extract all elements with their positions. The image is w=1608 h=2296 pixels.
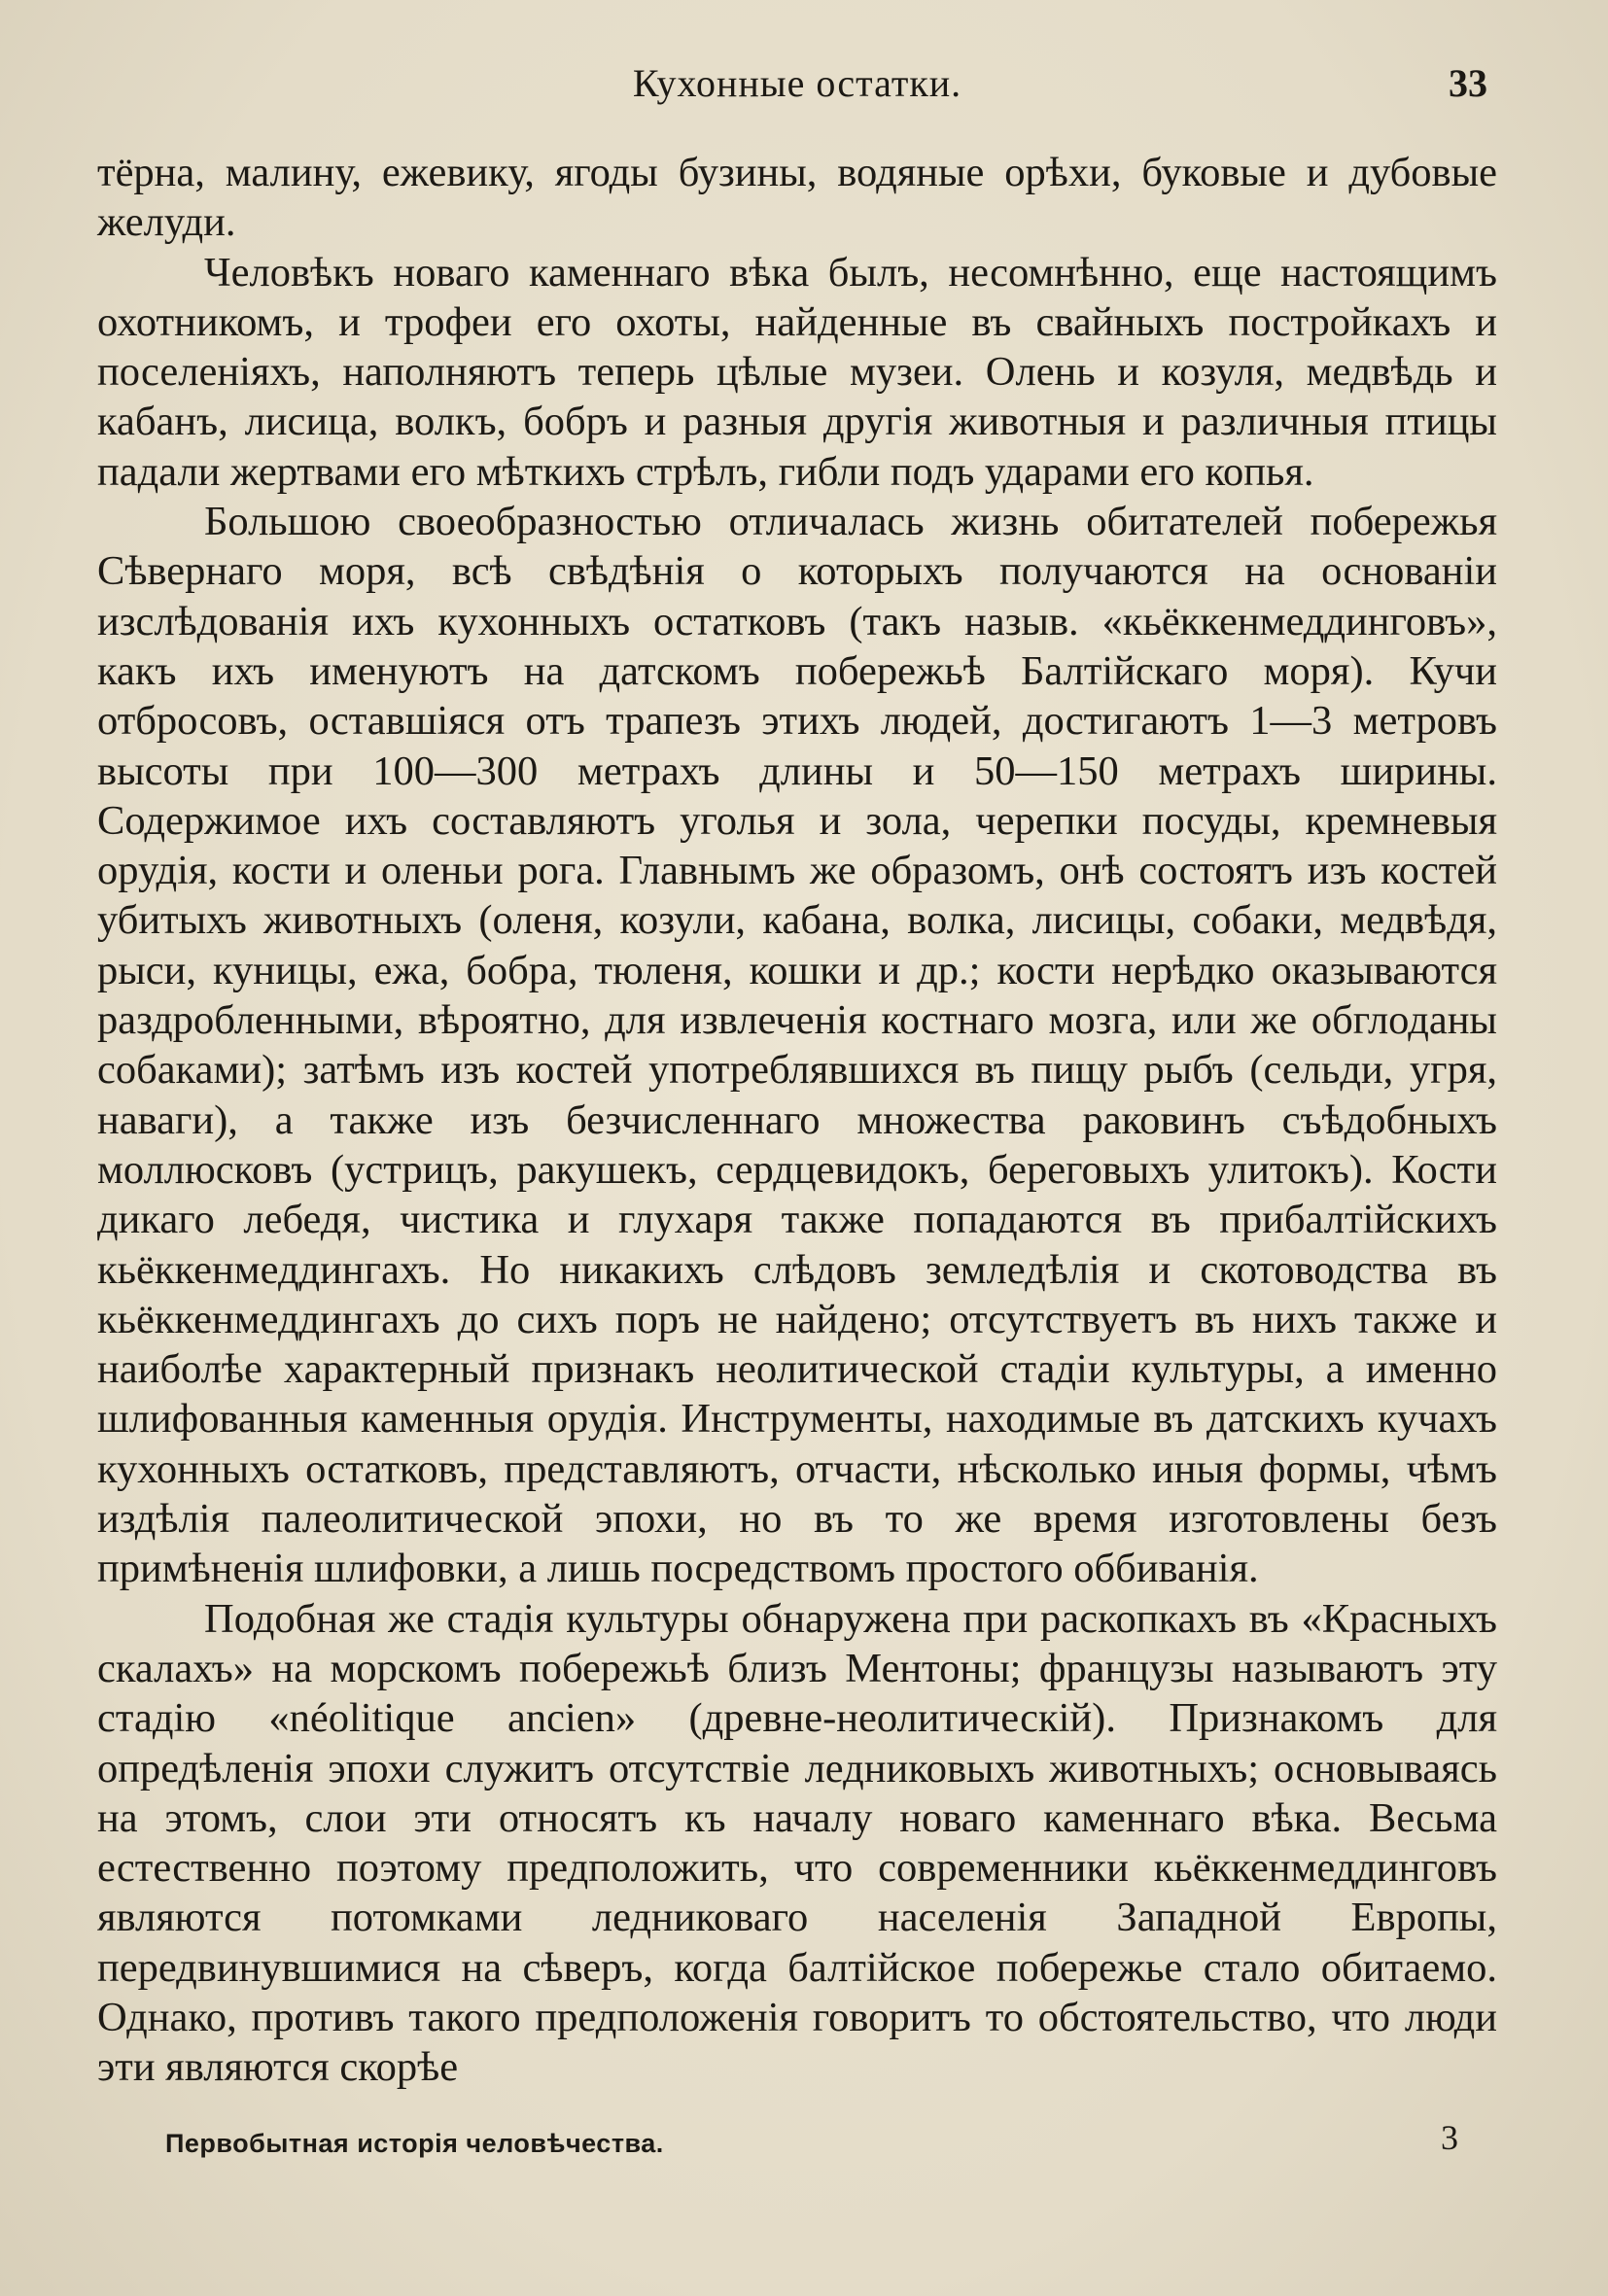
paragraph-continuation: тёрна, малину, ежевику, ягоды бузины, водяные орѣхи, буковые и дубовые желуди. xyxy=(97,150,1497,246)
paragraph-red-rocks: Подобная же стадія культуры обнаружена при раскопкахъ въ «Красныхъ скалахъ» на морскомъ побережьѣ близъ Ментоны; французы называютъ эту стадію «néolitique ancien» (древне-неолитическій). Признакомъ для опредѣленія эпохи служитъ отсутствіе ледниковыхъ животныхъ; основываясь на этомъ, слои эти относятъ къ началу новаго каменнаго вѣка. Весьма естественно поэтому предположить, что современники кьёккенмеддинговъ являются потомками ледниковаго населенія Западной Европы, передвинувшимися на сѣверъ, когда балтійское побережье стало обитаемо. Однако, противъ такого предположенія говоритъ то обстоятельство, что люди эти являются скорѣе xyxy=(97,1595,1497,2091)
footer-book-title: Первобытная исторія человѣчества. xyxy=(165,2129,664,2158)
paragraph-hunting: Человѣкъ новаго каменнаго вѣка былъ, несомнѣнно, еще настоящимъ охотникомъ, и трофеи его охоты, найденные въ свайныхъ постройкахъ и поселеніяхъ, наполняютъ теперь цѣлые музеи. Олень и козуля, медвѣдь и кабанъ, лисица, волкъ, бобръ и разныя другія животныя и различныя птицы падали жертвами его мѣткихъ стрѣлъ, гибли подъ ударами его копья. xyxy=(97,249,1497,495)
page-header xyxy=(97,60,1497,119)
page-footer xyxy=(97,2118,1497,2177)
running-title: Кухонные остатки. xyxy=(632,61,962,105)
body-text xyxy=(97,148,1497,2093)
page-number: 33 xyxy=(1449,61,1487,105)
signature-mark: 3 xyxy=(1441,2118,1458,2157)
paragraph-kitchen-middens: Большою своеобразностью отличалась жизнь обитателей побережья Сѣвернаго моря, всѣ свѣдѣнія о которыхъ получаются на основаніи изслѣдованія ихъ кухонныхъ остатковъ (такъ назыв. «кьёккенмеддинговъ», какъ ихъ именуютъ на датскомъ побережьѣ Балтійскаго моря). Кучи отбросовъ, оставшіяся отъ трапезъ этихъ людей, достигаютъ 1—3 метровъ высоты при 100—300 метрахъ длины и 50—150 метрахъ ширины. Содержимое ихъ составляютъ уголья и зола, черепки посуды, кремневыя орудія, кости и оленьи рога. Главнымъ же образомъ, онѣ состоятъ изъ костей убитыхъ животныхъ (оленя, козули, кабана, волка, лисицы, собаки, медвѣдя, рыси, куницы, ежа, бобра, тюленя, кошки и др.; кости нерѣдко оказываются раздробленными, вѣроятно, для извлеченія костнаго мозга, или же обглоданы собаками); затѣмъ изъ костей употреблявшихся въ пищу рыбъ (сельди, угря, наваги), а также изъ безчисленнаго множества раковинъ съѣдобныхъ моллюсковъ (устрицъ, ракушекъ, сердцевидокъ, береговыхъ улитокъ). Кости дикаго лебедя, чистика и глухаря также попадаются въ прибалтійскихъ кьёккенмеддингахъ. Но никакихъ слѣдовъ земледѣлія и скотоводства въ кьёккенмеддингахъ до сихъ поръ не найдено; отсутствуетъ въ нихъ также и наиболѣе характерный признакъ неолитической стадіи культуры, а именно шлифованныя каменныя орудія. Инструменты, находимые въ датскихъ кучахъ кухонныхъ остатковъ, представляютъ, отчасти, нѣсколько иныя формы, чѣмъ издѣлія палеолитической эпохи, но въ то же время изготовлены безъ примѣненія шлифовки, а лишь посредствомъ простого оббиванія. xyxy=(97,499,1497,1592)
